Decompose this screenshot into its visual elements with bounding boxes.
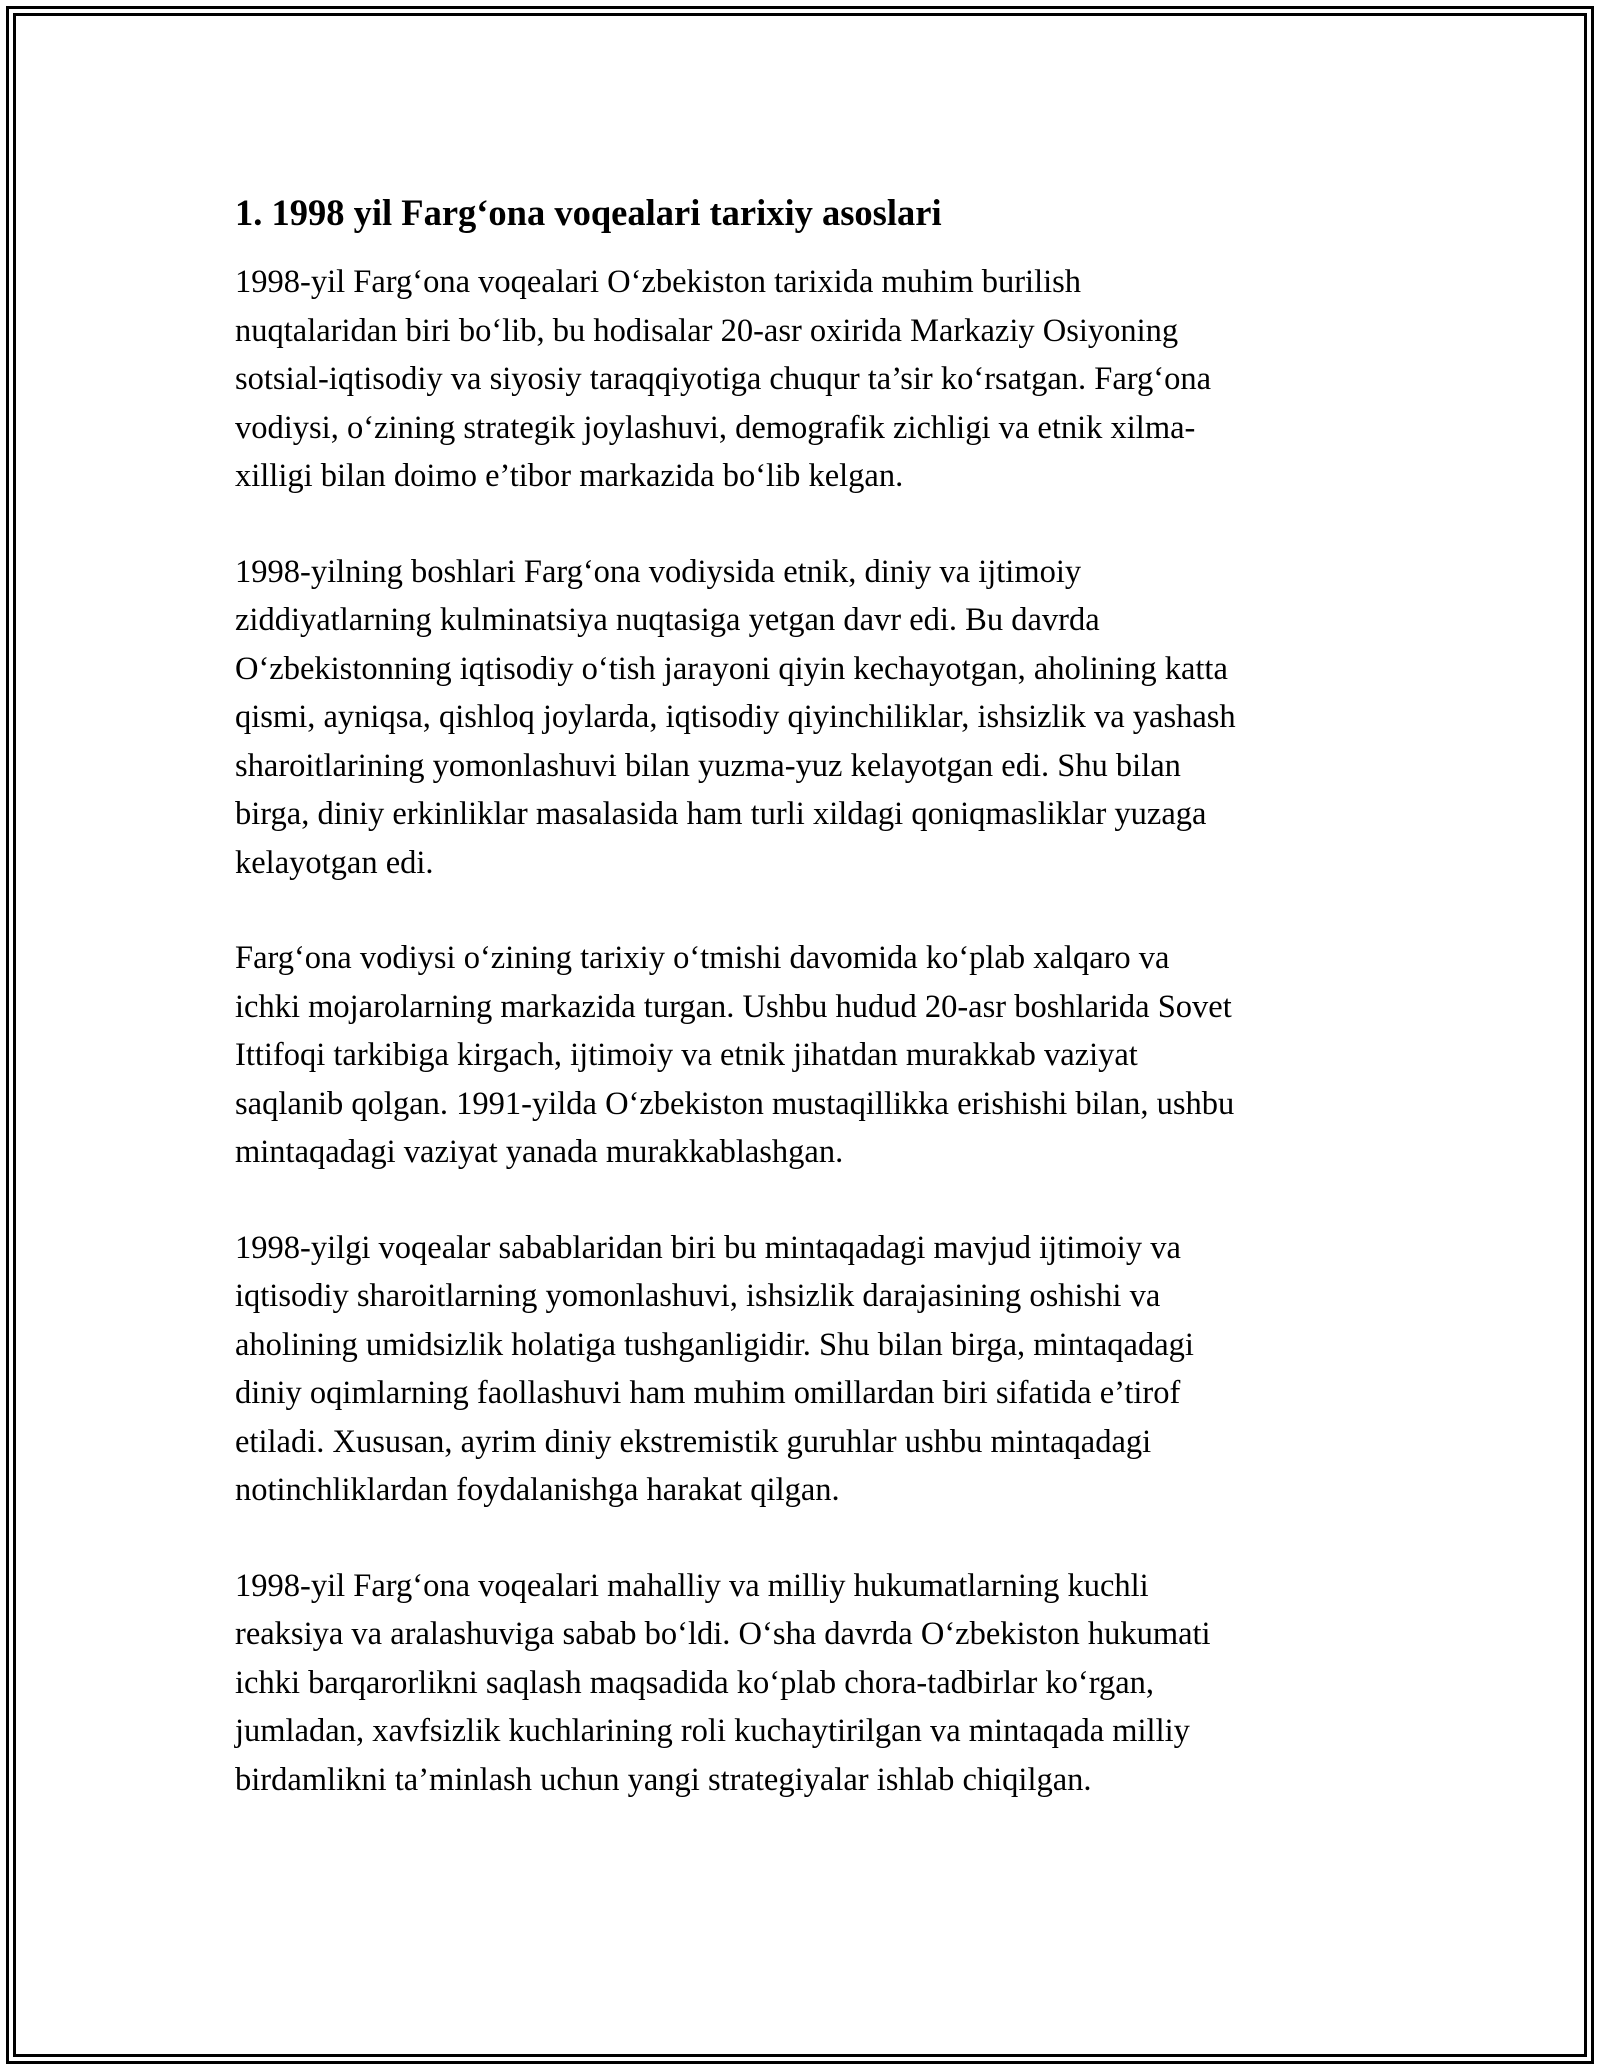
paragraph-line: diniy oqimlarning faollashuvi ham muhim omillardan biri sifatida e’tirof — [235, 1375, 1181, 1411]
paragraph-4 — [235, 1224, 1375, 1515]
paragraph-line: birdamlikni ta’minlash uchun yangi strategiyalar ishlab chiqilgan. — [235, 1761, 1092, 1798]
paragraph-line: ichki mojarolarning markazida turgan. Ushbu hudud 20-asr boshlarida Sovet — [235, 988, 1232, 1025]
paragraph-line: sotsial-iqtisodiy va siyosiy taraqqiyotiga chuqur ta’sir ko‘rsatgan. Farg‘ona — [235, 361, 1212, 397]
paragraph-line: birga, diniy erkinliklar masalasida ham turli xildagi qoniqmasliklar yuzaga — [235, 796, 1207, 832]
paragraph-line: vodiysi, o‘zining strategik joylashuvi, demografik zichligi va etnik xilma- — [235, 409, 1196, 446]
paragraph-line: reaksiya va aralashuviga sabab bo‘ldi. O‘sha davrda O‘zbekiston hukumati — [235, 1616, 1211, 1652]
paragraph-line: 1998-yilgi voqealar sabablaridan biri bu mintaqadagi mavjud ijtimoiy va — [235, 1229, 1181, 1266]
paragraph-line: aholining umidsizlik holatiga tushganligidir. Shu bilan birga, mintaqadagi — [235, 1326, 1194, 1363]
paragraph-line: 1998-yil Farg‘ona voqealari O‘zbekiston tarixida muhim burilish — [235, 264, 1082, 300]
paragraph-line: O‘zbekistonning iqtisodiy o‘tish jarayoni qiyin kechayotgan, aholining katta — [235, 650, 1228, 687]
paragraph-line: Farg‘ona vodiysi o‘zining tarixiy o‘tmishi davomida ko‘plab xalqaro va — [235, 940, 1170, 976]
paragraph-line: sharoitlarining yomonlashuvi bilan yuzma-yuz kelayotgan edi. Shu bilan — [235, 747, 1181, 784]
paragraph-1 — [235, 258, 1375, 501]
paragraph-line: xilligi bilan doimo e’tibor markazida bo‘lib kelgan. — [235, 458, 904, 494]
paragraph-line: notinchliklardan foydalanishga harakat qilgan. — [235, 1472, 840, 1508]
paragraph-3 — [235, 934, 1375, 1177]
paragraph-line: ziddiyatlarning kulminatsiya nuqtasiga yetgan davr edi. Bu davrda — [235, 602, 1100, 638]
paragraph-line: jumladan, xavfsizlik kuchlarining roli kuchaytirilgan va mintaqada milliy — [235, 1713, 1190, 1749]
paragraph-line: iqtisodiy sharoitlarning yomonlashuvi, ishsizlik darajasining oshishi va — [235, 1278, 1161, 1314]
paragraph-5 — [235, 1562, 1375, 1805]
paragraph-line: saqlanib qolgan. 1991-yilda O‘zbekiston mustaqillikka erishishi bilan, ushbu — [235, 1085, 1235, 1122]
paragraph-line: etiladi. Xususan, ayrim diniy ekstremistik guruhlar ushbu mintaqadagi — [235, 1423, 1152, 1460]
paragraph-line: kelayotgan edi. — [235, 844, 434, 881]
paragraph-line: 1998-yilning boshlari Farg‘ona vodiysida etnik, diniy va ijtimoiy — [235, 553, 1082, 590]
paragraph-line: qismi, ayniqsa, qishloq joylarda, iqtisodiy qiyinchiliklar, ishsizlik va yashash — [235, 699, 1236, 735]
section-heading: 1. 1998 yil Farg‘ona voqealari tarixiy asoslari — [235, 192, 942, 233]
paragraph-line: nuqtalaridan biri bo‘lib, bu hodisalar 20-asr oxirida Markaziy Osiyoning — [235, 312, 1179, 349]
paragraph-line: ichki barqarorlikni saqlash maqsadida ko‘plab chora-tadbirlar ko‘rgan, — [235, 1664, 1155, 1701]
paragraph-line: mintaqadagi vaziyat yanada murakkablashgan. — [235, 1134, 844, 1170]
paragraph-line: 1998-yil Farg‘ona voqealari mahalliy va milliy hukumatlarning kuchli — [235, 1567, 1149, 1604]
paragraph-line: Ittifoqi tarkibiga kirgach, ijtimoiy va etnik jihatdan murakkab vaziyat — [235, 1037, 1138, 1073]
document-body — [235, 188, 1375, 1804]
paragraph-2 — [235, 548, 1375, 888]
